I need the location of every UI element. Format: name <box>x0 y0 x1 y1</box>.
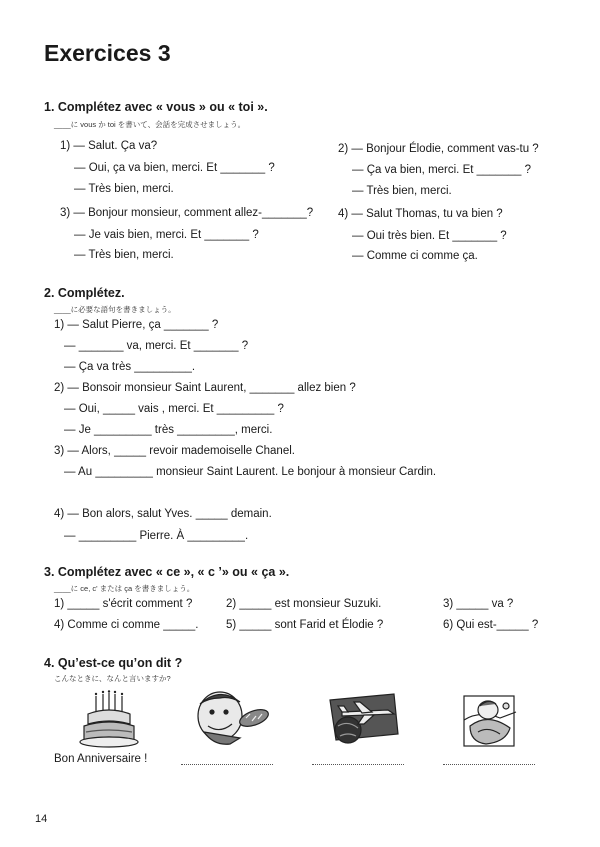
answer-line[interactable] <box>312 764 404 765</box>
s3-item: 4) Comme ci comme _____. <box>54 619 199 631</box>
section1-instruction: ____に vous か toi を書いて、会話を完成させましょう。 <box>54 120 246 129</box>
s3-item: 1) _____ s'écrit comment ? <box>54 598 193 610</box>
answer-line[interactable] <box>181 764 273 765</box>
answer-line[interactable] <box>443 764 535 765</box>
sleeping-person-icon <box>460 690 520 750</box>
s1-line: — Très bien, merci. <box>74 183 174 195</box>
page-number: 14 <box>35 813 48 825</box>
s1-line: 3) — Bonjour monsieur, comment allez-_______? <box>60 207 314 219</box>
section4-instruction: こんなときに、なんと言いますか? <box>54 674 171 683</box>
s2-line: — Au _________ monsieur Saint Laurent. Le bonjour à monsieur Cardin. <box>64 466 437 478</box>
s2-line: — Je _________ très _________, merci. <box>64 424 273 436</box>
s1-line: — Comme ci comme ça. <box>352 250 478 262</box>
s3-item: 2) _____ est monsieur Suzuki. <box>226 598 382 610</box>
s2-line: 3) — Alors, _____ revoir mademoiselle Chanel. <box>54 445 295 457</box>
page-title: Exercices 3 <box>44 40 171 66</box>
s3-item: 6) Qui est-_____ ? <box>443 619 539 631</box>
s2-line: — Ça va très _________. <box>64 361 196 373</box>
s1-line: — Oui très bien. Et _______ ? <box>352 230 507 242</box>
section2-instruction: ____に必要な語句を書きましょう。 <box>54 305 176 314</box>
s1-line: — Très bien, merci. <box>74 249 174 261</box>
s3-item: 5) _____ sont Farid et Élodie ? <box>226 619 384 631</box>
s2-line: 4) — Bon alors, salut Yves. _____ demain. <box>54 508 272 520</box>
man-with-bread-icon <box>190 688 272 748</box>
s1-line: — Je vais bien, merci. Et _______ ? <box>74 229 259 241</box>
s3-item: 3) _____ va ? <box>443 598 514 610</box>
section3-heading: 3. Complétez avec « ce », « c ’» ou « ça ». <box>44 565 290 579</box>
s1-line: — Très bien, merci. <box>352 185 452 197</box>
s1-line: 1) — Salut. Ça va? <box>60 140 158 152</box>
s1-line: 2) — Bonjour Élodie, comment vas-tu ? <box>338 143 539 155</box>
s2-line: — _________ Pierre. À _________. <box>64 530 249 542</box>
section1-heading: 1. Complétez avec « vous » ou « toi ». <box>44 100 268 114</box>
section4-heading: 4. Qu’est-ce qu’on dit ? <box>44 656 183 670</box>
airplane-globe-icon <box>328 690 400 748</box>
s1-line: — Oui, ça va bien, merci. Et _______ ? <box>74 162 275 174</box>
answer-caption: Bon Anniversaire ! <box>54 753 148 765</box>
s1-line: 4) — Salut Thomas, tu va bien ? <box>338 208 503 220</box>
s2-line: 1) — Salut Pierre, ça _______ ? <box>54 319 219 331</box>
s2-line: — _______ va, merci. Et _______ ? <box>64 340 249 352</box>
s2-line: 2) — Bonsoir monsieur Saint Laurent, _______ allez bien ? <box>54 382 356 394</box>
section2-heading: 2. Complétez. <box>44 286 125 300</box>
birthday-cake-icon <box>78 690 140 748</box>
s2-line: — Oui, _____ vais , merci. Et _________ ? <box>64 403 284 415</box>
section3-instruction: ____に ce, c' または ça を書きましょう。 <box>54 584 195 593</box>
s1-line: — Ça va bien, merci. Et _______ ? <box>352 164 531 176</box>
